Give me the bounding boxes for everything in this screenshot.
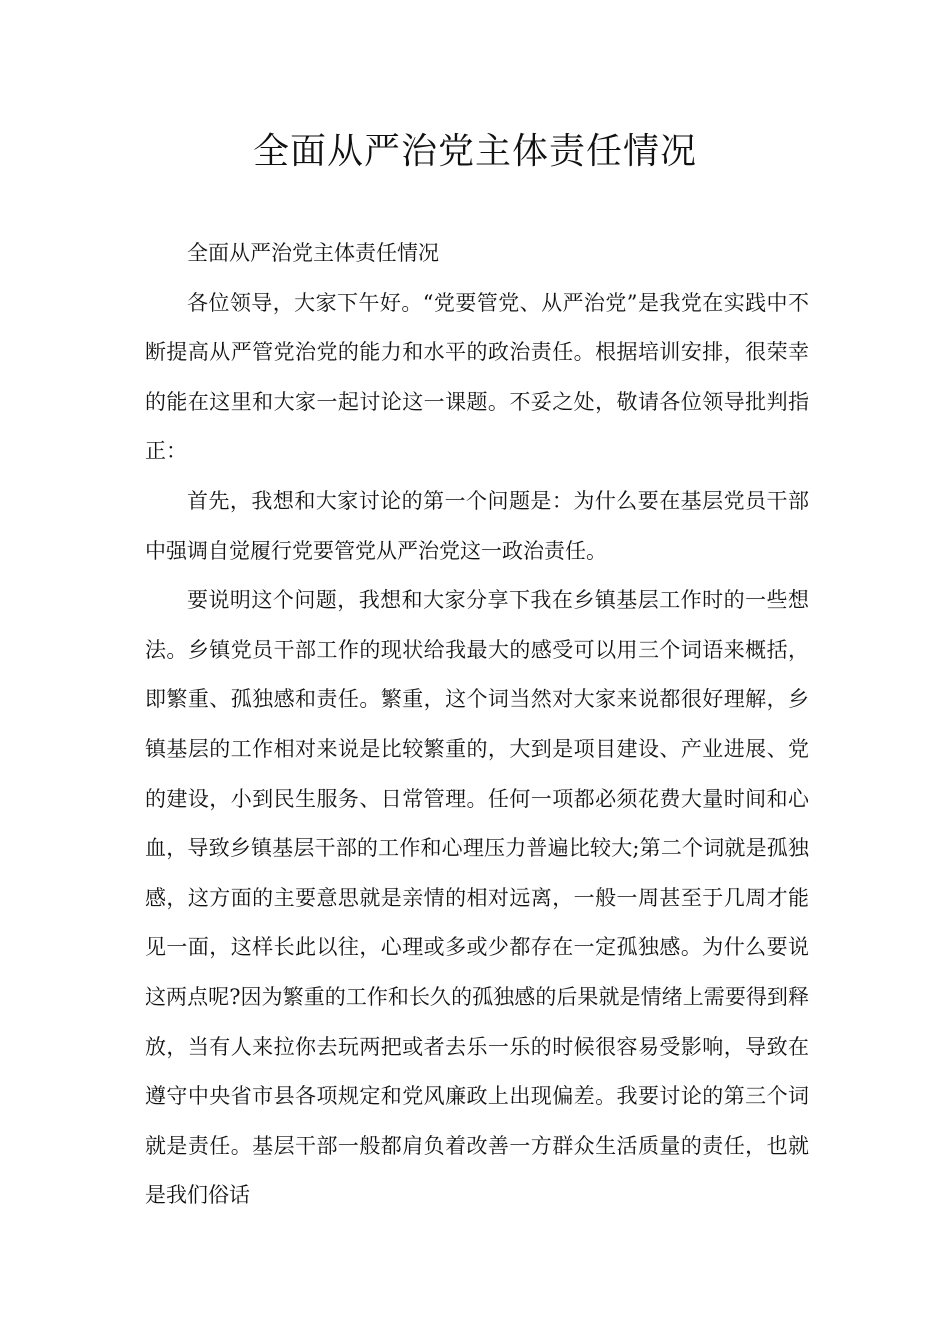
explanation-paragraph: 要说明这个问题，我想和大家分享下我在乡镇基层工作时的一些想法。乡镇党员干部工作的现状给我最大的感受可以用三个词语来概括，即繁重、孤独感和责任。繁重，这个词当然对大家来说都很好理解，乡镇基层的工作相对来说是比较繁重的，大到是项目建设、产业进展、党的建设，小到民生服务、日常管理。任何一项都必须花费大量时间和心血，导致乡镇基层干部的工作和心理压力普遍比较大;第二个词就是孤独感，这方面的主要意思就是亲情的相对远离，一般一周甚至于几周才能见一面，这样长此以往，心理或多或少都存在一定孤独感。为什么要说这两点呢?因为繁重的工作和长久的孤独感的后果就是情绪上需要得到释放，当有人来拉你去玩两把或者去乐一乐的时候很容易受影响，导致在遵守中央省市县各项规定和党风廉政上出现偏差。我要讨论的第三个词就是责任。基层干部一般都肩负着改善一方群众生活质量的责任，也就是我们俗话 <box>145 588 809 1208</box>
document-body <box>145 229 809 1221</box>
greeting-paragraph: 各位领导，大家下午好。“党要管党、从严治党”是我党在实践中不断提高从严管党治党的能力和水平的政治责任。根据培训安排，很荣幸的能在这里和大家一起讨论这一课题。不妥之处，敬请各位领导批判指正： <box>145 290 809 464</box>
document-title: 全面从严治党主体责任情况 <box>252 131 697 172</box>
subtitle-paragraph: 全面从严治党主体责任情况 <box>187 241 439 265</box>
first-question-paragraph: 首先，我想和大家讨论的第一个问题是：为什么要在基层党员干部中强调自觉履行党要管党从严治党这一政治责任。 <box>145 488 809 563</box>
